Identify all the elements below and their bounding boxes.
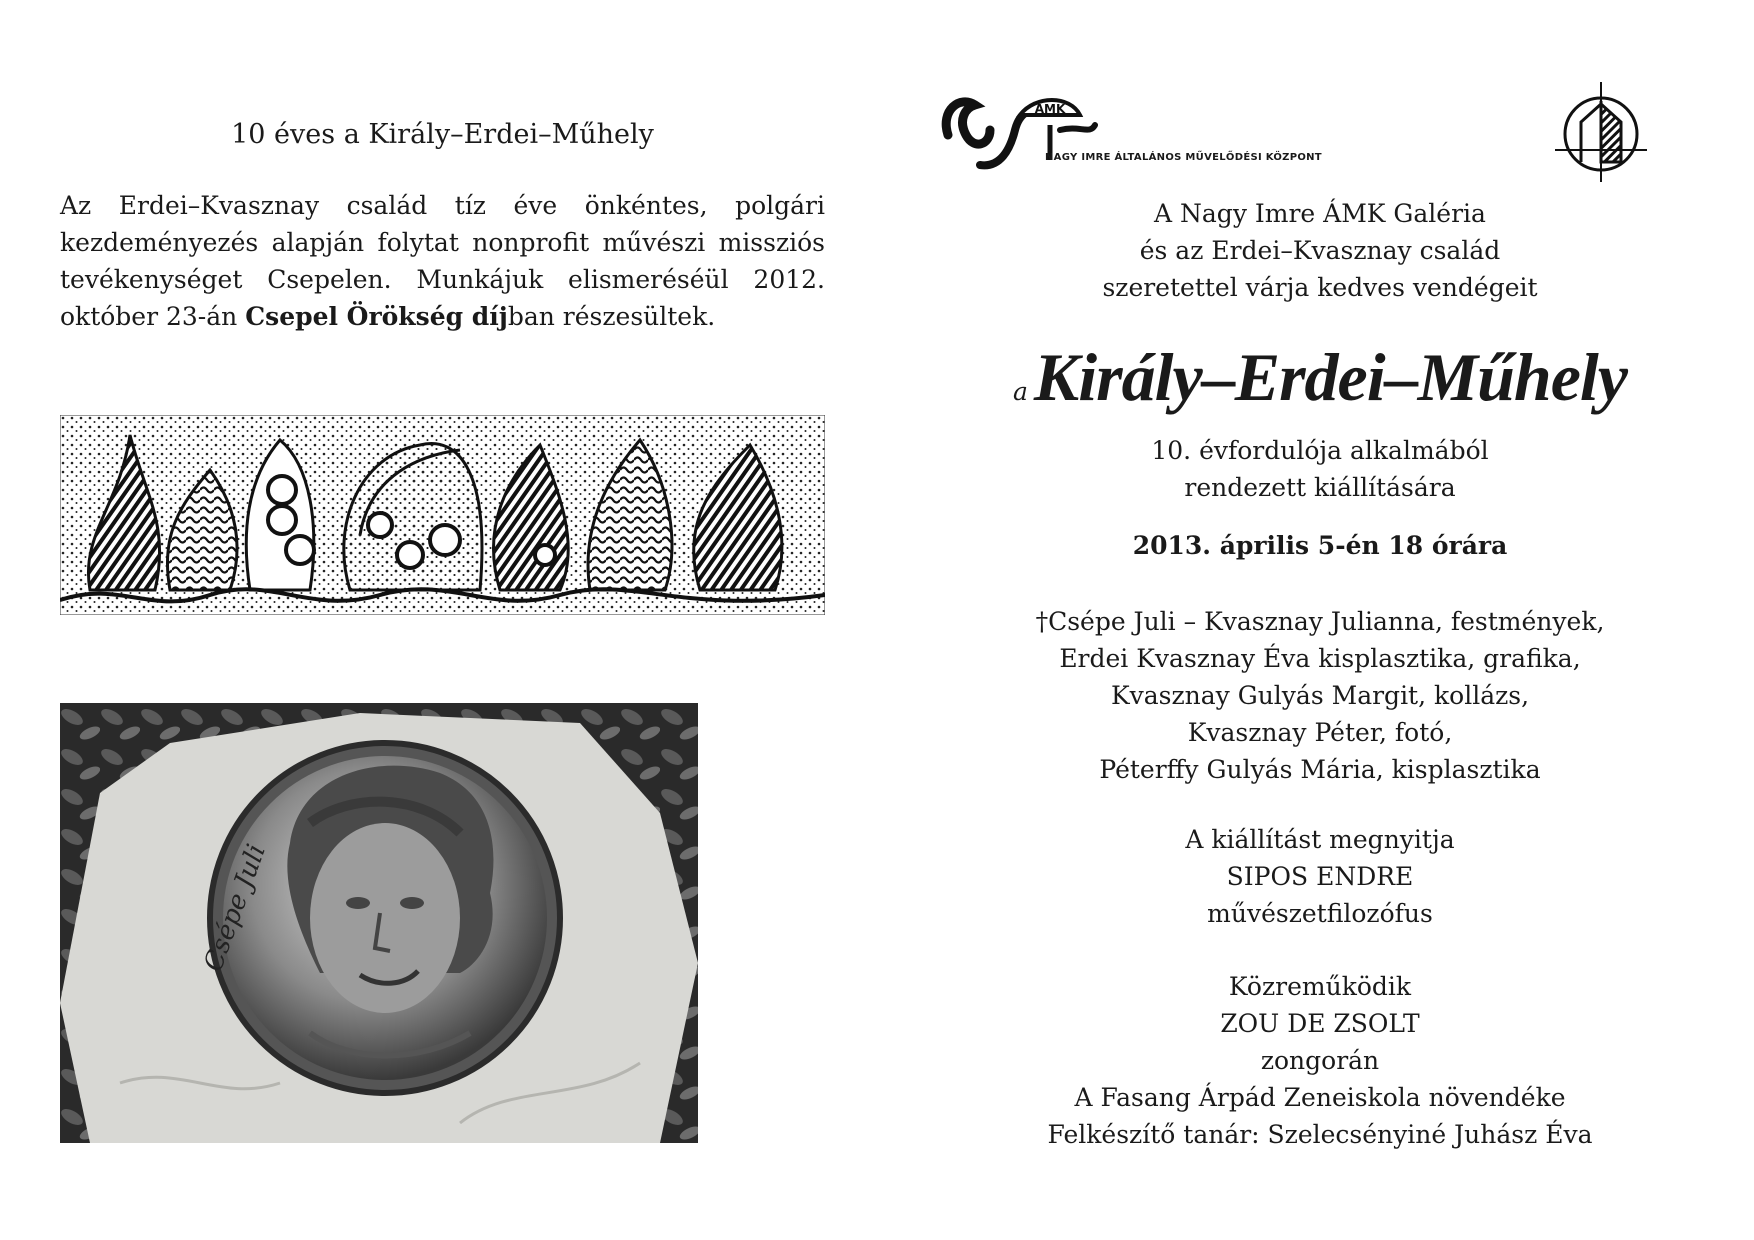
host-line: A Nagy Imre ÁMK Galéria [1154, 199, 1486, 228]
left-page-title: 10 éves a Király–Erdei–Műhely [231, 119, 654, 150]
artist-line: †Csépe Juli – Kvasznay Julianna, festmények, [1035, 607, 1605, 636]
music-line: A Fasang Árpád Zeneiskola növendéke [1074, 1083, 1566, 1112]
intro-text: Az Erdei–Kvasznay család tíz éve önkéntes, polgári kezdeményezés alapján folytat nonprofit művészi missziós tevékenységet Csepelen. Munkájuk elismeréséül 2012. október 23-án [60, 191, 825, 331]
house-crosshair-icon [1555, 82, 1647, 182]
logo-letters: ÁMK [1034, 102, 1066, 116]
occasion-block [930, 432, 1710, 506]
amk-logo [940, 90, 1320, 175]
hosts-block [930, 195, 1710, 306]
artists-list [930, 603, 1710, 788]
opening-speaker: SIPOS ENDRE [1226, 862, 1414, 891]
intro-tail: ban részesültek. [507, 302, 716, 331]
headline-article: a [1013, 377, 1028, 406]
award-name: Csepel Örökség díj [245, 302, 508, 331]
artist-line: Kvasznay Péter, fotó, [1187, 718, 1453, 747]
artist-line: Erdei Kvasznay Éva kisplasztika, grafika, [1059, 644, 1581, 673]
logo-caption: NAGY IMRE ÁLTALÁNOS MŰVELŐDÉSI KÖZPONT [1045, 152, 1322, 163]
occasion-line: rendezett kiállítására [1184, 473, 1456, 502]
headline [930, 327, 1710, 445]
event-datetime: 2013. április 5-én 18 órára [1132, 531, 1508, 560]
artist-line: Kvasznay Gulyás Margit, kollázs, [1110, 681, 1530, 710]
ornamental-drawing [60, 415, 825, 615]
music-line: Közreműködik [1228, 972, 1412, 1001]
host-line: szeretettel várja kedves vendégeit [1102, 273, 1538, 302]
music-teacher: Felkészítő tanár: Szelecsényiné Juhász Éva [1047, 1120, 1593, 1149]
medal-inscription: Csépe Juli [198, 840, 272, 976]
music-block [930, 968, 1710, 1153]
headline-name: Király–Erdei–Műhely [1033, 339, 1627, 415]
opening-line: A kiállítást megnyitja [1185, 825, 1455, 854]
host-line: és az Erdei–Kvasznay család [1139, 236, 1501, 265]
occasion-line: 10. évfordulója alkalmából [1151, 436, 1489, 465]
medallion-photo [60, 703, 698, 1143]
music-instrument: zongorán [1260, 1046, 1380, 1075]
opening-block [930, 821, 1710, 932]
music-performer: ZOU DE ZSOLT [1220, 1009, 1420, 1038]
intro-paragraph [60, 187, 825, 335]
artist-line: Péterffy Gulyás Mária, kisplasztika [1099, 755, 1541, 784]
opening-speaker-title: művészetfilozófus [1207, 899, 1433, 928]
